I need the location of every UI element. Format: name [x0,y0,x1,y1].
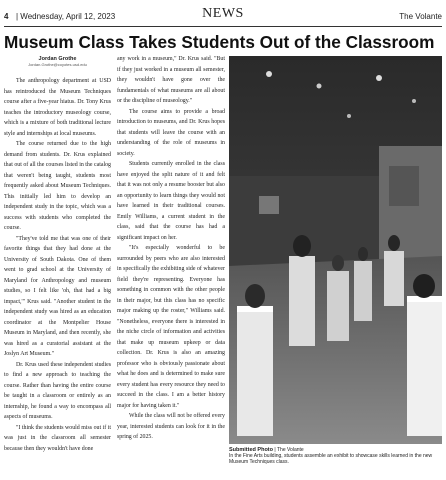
article-column-1 [4,76,111,454]
article-headline: Museum Class Takes Students Out of the Classroom [4,32,435,52]
photo-caption: In the Fine Arts building, students assemble an exhibit to showcase skills learned in the new Museum Techniques class. [229,453,433,465]
article-column-2 [117,54,225,443]
paragraph: While the class will not be offered every year, interested students can look for it in the spring of 2025. [117,413,225,440]
page-number: 4 [4,12,9,21]
byline [4,56,111,67]
photo-credit: Submitted Photo [229,447,273,453]
paragraph: Dr. Krus used these independent studies to find a new approach to teaching the course. Rather than having the entire course be taught in a classroom or entirely as an internship, he found a way to encompass all aspects of museums. [4,361,111,420]
paragraph: The anthropology department at USD has reintroduced the Museum Techniques course after a five-year hiatus. Dr. Tony Krus teaches the introductory museology course, which is a mixture of both traditional lecture style and internships at local museums. [4,78,111,137]
paragraph: "They've told me that was one of their favorite things that they had done at the University of South Dakota. One of them went to grad school at the University of Maryland for Anthropology and museum studies, so I felt like 'oh, that had a big impact,'" Krus said. "Another student in the independent study was hired as an education coordinator at the Montpelier House Museum in Maryland, and then recently, she was hired as a curatorial assistant at the Joslyn Art Museum." [4,235,111,357]
photo-caption-block [229,447,442,465]
page-header [4,8,442,24]
paragraph: The course returned due to the high demand from students. Dr. Krus explained that out of all the courses listed in the catalog that weren't being taught, students most frequently asked about Museum Techniques. This initially led him to develop an independent study in the topic, which was a success with students who completed the course. [4,141,111,231]
paragraph: The course aims to provide a broad introduction to museums, and Dr. Krus hopes that students will leave the course with an understanding of the role of museums in society. [117,108,225,157]
issue-date: | Wednesday, April 12, 2023 [16,12,116,21]
paragraph: "I think the students would miss out if it was just in the classroom all semester because then they wouldn't have done [4,424,111,452]
header-rule [4,26,442,27]
paragraph: "It's especially wonderful to be surrounded by peers who are also interested in specifically the exhibiting side of whatever field they're representing. Everyone has something in common with the other people in their major, but this class has no specific major making up the roster," Williams said. "Nonetheless, everyone there is interested in the niche circle of information and activities that make up museum upkeep or data collection. Dr. Krus is also an amazing professor who is obviously passionate about what he does and is determined to make sure every student has every resource they need to succeed in the class. I am a better history major for having taken it." [117,245,225,409]
article-photo [229,56,442,444]
paper-name: The Volante [399,12,442,21]
section-title: NEWS [202,6,244,21]
photo-source: | The Volante [274,447,304,453]
author-name: Jordan Grothe [38,56,77,62]
paragraph: Students currently enrolled in the class have enjoyed the split nature of it and felt that it was not only a resume booster but also an opportunity to learn things they would not have learned in their traditional courses. Emily Williams, a current student in the class, said that the course has had a significant impact on her. [117,161,225,241]
paragraph-continued: any work in a museum," Dr. Krus said. "But if they just worked in a museum all semester, they wouldn't have gone over the fundamentals of what museums are all about or the discipline of museology." [117,56,225,104]
museum-exhibit-photo [229,56,442,444]
author-email[interactable]: Jordan.Grothe@coyotes.usd.edu [28,62,87,67]
